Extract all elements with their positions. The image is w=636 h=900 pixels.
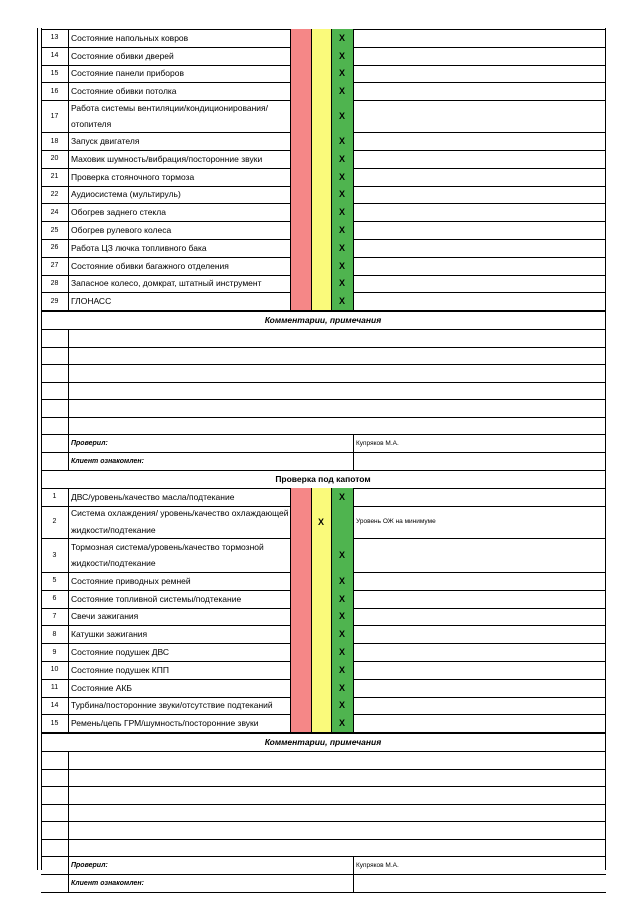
row-note — [354, 29, 605, 47]
row-number: 22 — [50, 190, 59, 198]
row-note — [354, 186, 605, 204]
row-note — [354, 257, 605, 275]
row-number: 20 — [50, 155, 59, 163]
row-note — [354, 643, 605, 661]
checked-by-label: Проверил: — [71, 439, 108, 447]
row-number: 26 — [50, 244, 59, 252]
grid-line — [605, 28, 606, 870]
client-acknowledged-label: Клиент ознакомлен: — [71, 457, 144, 465]
status-mark[interactable]: X — [338, 136, 345, 147]
grid-line — [311, 488, 312, 732]
comment-line[interactable] — [69, 399, 605, 417]
row-description: Тормозная система/уровень/качество тормозной жидкости/подтекание — [71, 541, 264, 568]
row-description: Работа системы вентиляции/кондиционирования/ отопителя — [71, 102, 269, 130]
status-yellow-cell — [311, 275, 331, 293]
row-number: 18 — [50, 137, 59, 145]
status-mark[interactable]: X — [338, 700, 345, 711]
status-yellow-cell — [311, 82, 331, 100]
status-yellow-cell — [311, 714, 331, 732]
grid-line — [353, 434, 354, 470]
status-red-cell — [290, 203, 311, 221]
row-note — [354, 488, 605, 506]
status-mark[interactable]: X — [338, 491, 345, 502]
comment-line[interactable] — [69, 769, 605, 787]
row-description: Состояние обивки дверей — [71, 50, 174, 61]
status-yellow-cell — [311, 100, 331, 132]
row-number: 14 — [50, 701, 59, 709]
row-number: 8 — [52, 630, 57, 638]
row-number: 7 — [52, 612, 57, 620]
client-signature-field[interactable] — [354, 452, 605, 470]
row-note — [354, 625, 605, 643]
status-mark[interactable]: X — [338, 260, 345, 271]
row-number: 6 — [52, 595, 57, 603]
row-note — [354, 714, 605, 732]
status-mark[interactable]: X — [338, 111, 345, 122]
status-red-cell — [290, 643, 311, 661]
status-red-cell — [290, 661, 311, 679]
row-number: 16 — [50, 87, 59, 95]
row-description: Свечи зажигания — [71, 611, 139, 622]
status-red-cell — [290, 82, 311, 100]
status-yellow-cell — [311, 221, 331, 239]
row-description: Состояние АКБ — [71, 682, 132, 693]
row-number: 1 — [52, 493, 57, 501]
row-description: Запуск двигателя — [71, 136, 140, 147]
row-description: Состояние подушек КПП — [71, 664, 169, 675]
status-red-cell — [290, 47, 311, 65]
row-note — [354, 203, 605, 221]
status-red-cell — [290, 186, 311, 204]
row-description: Обогрев рулевого колеса — [71, 225, 172, 236]
status-mark[interactable]: X — [338, 50, 345, 61]
grid-line — [41, 892, 606, 893]
status-mark[interactable]: X — [338, 629, 345, 640]
status-mark[interactable]: X — [338, 171, 345, 182]
status-mark[interactable]: X — [317, 516, 324, 527]
status-yellow-cell — [311, 538, 331, 572]
comment-line[interactable] — [69, 364, 605, 382]
status-red-cell — [290, 257, 311, 275]
row-description: Состояние подушек ДВС — [71, 647, 170, 658]
status-yellow-cell — [311, 29, 331, 47]
row-number: 17 — [50, 112, 59, 120]
row-note — [354, 538, 605, 572]
comment-line[interactable] — [69, 786, 605, 804]
row-description: Запасное колесо, домкрат, штатный инструмент — [71, 278, 262, 289]
status-mark[interactable]: X — [338, 611, 345, 622]
status-yellow-cell — [311, 257, 331, 275]
status-mark[interactable]: X — [338, 225, 345, 236]
status-yellow-cell — [311, 292, 331, 310]
row-number: 13 — [50, 34, 59, 42]
client-signature-field[interactable] — [354, 874, 605, 892]
row-note — [354, 679, 605, 697]
row-description: Состояние обивки потолка — [71, 86, 177, 97]
row-description: Маховик шумность/вибрация/посторонние звуки — [71, 153, 263, 164]
grid-line — [290, 488, 291, 732]
status-mark[interactable]: X — [338, 550, 345, 560]
status-mark[interactable]: X — [338, 32, 345, 43]
row-description: Турбина/посторонние звуки/отсутствие подтеканий — [71, 700, 273, 711]
status-yellow-cell — [311, 697, 331, 715]
row-note — [354, 239, 605, 257]
status-yellow-cell — [311, 203, 331, 221]
row-note — [354, 150, 605, 168]
status-red-cell — [290, 538, 311, 572]
row-note — [354, 100, 605, 132]
status-red-cell — [290, 239, 311, 257]
status-red-cell — [290, 590, 311, 608]
comment-line[interactable] — [69, 417, 605, 435]
comment-line[interactable] — [69, 751, 605, 769]
row-note — [354, 82, 605, 100]
status-red-cell — [290, 29, 311, 47]
row-note — [354, 661, 605, 679]
row-description: Состояние топливной системы/подтекание — [71, 593, 242, 604]
status-yellow-cell — [311, 608, 331, 626]
status-mark[interactable]: X — [338, 68, 345, 79]
status-red-cell — [290, 221, 311, 239]
status-mark[interactable]: X — [338, 718, 345, 729]
row-note — [354, 168, 605, 186]
grid-line — [353, 856, 354, 892]
row-note: Уровень ОЖ на минимуме — [356, 518, 436, 526]
grid-line — [353, 29, 354, 310]
row-note — [354, 697, 605, 715]
status-red-cell — [290, 100, 311, 132]
comment-line[interactable] — [69, 347, 605, 365]
status-mark[interactable]: X — [338, 682, 345, 693]
checked-by-name: Купряков М.А. — [356, 861, 399, 869]
row-description: Работа ЦЗ лючка топливного бака — [71, 242, 207, 253]
status-yellow-cell — [311, 168, 331, 186]
row-note — [354, 221, 605, 239]
row-number: 29 — [50, 297, 59, 305]
status-red-cell — [290, 132, 311, 150]
comments-title: Комментарии, примечания — [264, 737, 382, 747]
grid-line — [311, 29, 312, 310]
status-yellow-cell — [311, 47, 331, 65]
row-note — [354, 590, 605, 608]
row-number: 14 — [50, 52, 59, 60]
row-number: 27 — [50, 262, 59, 270]
status-red-cell — [290, 488, 311, 506]
row-description: Катушки зажигания — [71, 629, 148, 640]
row-note — [354, 132, 605, 150]
grid-line — [68, 488, 69, 732]
status-green-cell — [331, 506, 353, 539]
status-red-cell — [290, 625, 311, 643]
row-description: ГЛОНАСС — [71, 296, 112, 307]
status-yellow-cell — [311, 150, 331, 168]
comment-line[interactable] — [69, 821, 605, 839]
status-mark[interactable]: X — [338, 153, 345, 164]
status-yellow-cell — [311, 488, 331, 506]
checked-by-name: Купряков М.А. — [356, 439, 399, 447]
row-number: 2 — [52, 518, 57, 526]
status-red-cell — [290, 506, 311, 539]
comment-line[interactable] — [69, 382, 605, 400]
section-title-under-hood: Проверка под капотом — [275, 474, 371, 484]
row-number: 5 — [52, 577, 57, 585]
status-mark[interactable]: X — [338, 575, 345, 586]
row-description: Состояние панели приборов — [71, 68, 184, 79]
row-description: Состояние напольных ковров — [71, 32, 189, 43]
status-red-cell — [290, 572, 311, 590]
row-number: 25 — [50, 226, 59, 234]
status-mark[interactable]: X — [338, 189, 345, 200]
status-mark[interactable]: X — [338, 296, 345, 307]
status-yellow-cell — [311, 661, 331, 679]
row-description: Аудиосистема (мультируль) — [71, 189, 181, 200]
client-acknowledged-label: Клиент ознакомлен: — [71, 879, 144, 887]
status-yellow-cell — [311, 65, 331, 83]
status-yellow-cell — [311, 590, 331, 608]
row-note — [354, 47, 605, 65]
row-note — [354, 608, 605, 626]
status-red-cell — [290, 65, 311, 83]
status-mark[interactable]: X — [338, 647, 345, 658]
grid-line — [331, 29, 332, 310]
status-red-cell — [290, 697, 311, 715]
checked-by-label: Проверил: — [71, 861, 108, 869]
row-number: 9 — [52, 648, 57, 656]
row-number: 15 — [50, 69, 59, 77]
grid-line — [37, 28, 38, 870]
status-red-cell — [290, 150, 311, 168]
status-yellow-cell — [311, 132, 331, 150]
comment-line[interactable] — [69, 804, 605, 822]
comment-line[interactable] — [69, 839, 605, 857]
row-description: Система охлаждения/ уровень/качество охлаждающей жидкости/подтекание — [71, 508, 289, 535]
status-mark[interactable]: X — [338, 593, 345, 604]
row-number: 21 — [50, 173, 59, 181]
row-note — [354, 292, 605, 310]
status-red-cell — [290, 714, 311, 732]
grid-line — [353, 488, 354, 732]
status-mark[interactable]: X — [338, 278, 345, 289]
status-yellow-cell — [311, 572, 331, 590]
status-red-cell — [290, 679, 311, 697]
status-yellow-cell — [311, 186, 331, 204]
row-number: 11 — [50, 684, 59, 692]
row-note — [354, 572, 605, 590]
row-description: Проверка стояночного тормоза — [71, 171, 195, 182]
status-mark[interactable]: X — [338, 86, 345, 97]
status-red-cell — [290, 608, 311, 626]
status-yellow-cell — [311, 625, 331, 643]
status-yellow-cell — [311, 239, 331, 257]
grid-line — [331, 488, 332, 732]
grid-line — [290, 29, 291, 310]
status-yellow-cell — [311, 643, 331, 661]
row-note — [354, 275, 605, 293]
status-red-cell — [290, 292, 311, 310]
status-red-cell — [290, 275, 311, 293]
status-mark[interactable]: X — [338, 664, 345, 675]
row-description: Ремень/цепь ГРМ/шумность/посторонние звуки — [71, 718, 259, 729]
status-mark[interactable]: X — [338, 242, 345, 253]
row-description: Состояние приводных ремней — [71, 575, 191, 586]
row-number: 24 — [50, 208, 59, 216]
row-note — [354, 65, 605, 83]
row-description: Состояние обивки багажного отделения — [71, 260, 229, 271]
status-yellow-cell — [311, 679, 331, 697]
comment-line[interactable] — [69, 329, 605, 347]
row-number: 3 — [52, 551, 57, 559]
status-mark[interactable]: X — [338, 207, 345, 218]
status-red-cell — [290, 168, 311, 186]
comments-title: Комментарии, примечания — [264, 315, 382, 325]
row-number: 15 — [50, 719, 59, 727]
row-number: 28 — [50, 279, 59, 287]
row-number: 10 — [50, 666, 59, 674]
row-description: Обогрев заднего стекла — [71, 207, 166, 218]
row-description: ДВС/уровень/качество масла/подтекание — [71, 491, 235, 502]
grid-line — [68, 29, 69, 310]
